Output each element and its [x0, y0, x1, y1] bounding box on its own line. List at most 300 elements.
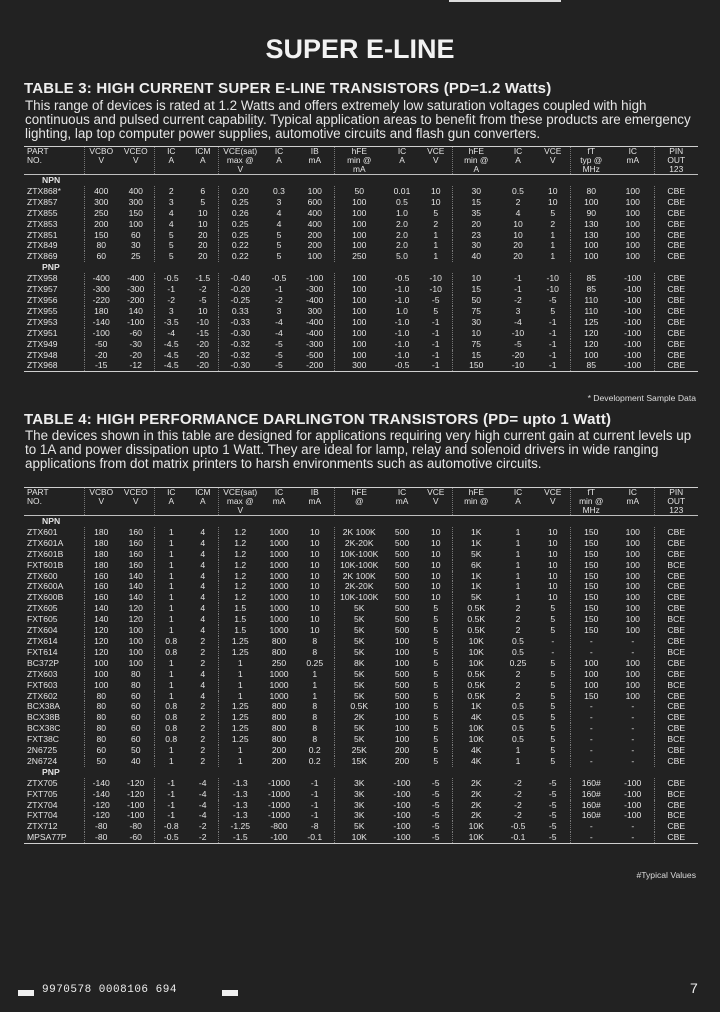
table-cell: CBE	[654, 527, 698, 538]
table-cell: -20	[129, 349, 142, 360]
table-cell: -1	[310, 788, 319, 799]
table-cell: 3	[154, 197, 188, 208]
table-cell: BCE	[654, 734, 698, 745]
table-cell: -20	[196, 349, 209, 360]
table-cell: 4	[200, 679, 206, 690]
table-cell: 4	[200, 526, 206, 537]
table-cell: 150	[570, 603, 612, 614]
table-row	[24, 284, 698, 295]
table-cell: 125	[570, 317, 612, 328]
table-cell: 10	[430, 185, 441, 196]
table-cell: -0.32	[218, 350, 262, 361]
table-cell: 5.0	[396, 251, 408, 262]
table-cell: 4	[200, 570, 206, 581]
table-cell: 1	[218, 756, 262, 767]
table-cell: 4	[200, 625, 206, 636]
table-cell: 5	[550, 207, 556, 218]
table-cell: 5	[433, 723, 439, 734]
table-cell: 1	[218, 658, 262, 669]
table-cell: -5	[431, 832, 440, 843]
table-cell: -120	[84, 810, 118, 821]
table-cell: 5K	[452, 592, 500, 603]
column-header	[84, 147, 118, 175]
table-cell: 5K	[334, 723, 384, 734]
column-header-line: @	[354, 496, 364, 506]
table-cell: 10	[547, 526, 558, 537]
table-row	[24, 339, 698, 350]
column-header	[334, 488, 384, 516]
table-cell: 100	[394, 646, 410, 657]
table-cell: 10	[547, 185, 558, 196]
table-cell: 4K	[452, 745, 500, 756]
table-cell: 1	[550, 229, 556, 240]
table-row	[24, 734, 698, 745]
table-cell: 4	[200, 559, 206, 570]
table-cell: 4	[200, 581, 206, 592]
table-cell: 800	[271, 723, 287, 734]
table-cell: CBE	[654, 549, 698, 560]
table-cell: -	[570, 723, 612, 734]
table-cell: CBE	[654, 295, 698, 306]
table-cell: -100	[127, 316, 145, 327]
column-header-line: mA	[626, 496, 640, 506]
table-cell: 60	[130, 723, 141, 734]
table-cell: 1.25	[218, 636, 262, 647]
table-cell: 120	[570, 328, 612, 339]
table-cell: -5	[431, 294, 440, 305]
column-header	[452, 147, 500, 175]
table-cell: 5	[154, 240, 188, 251]
column-header-line: VCEO	[123, 146, 148, 156]
part-number-cell: ZTX857	[27, 196, 58, 207]
table-cell: 80	[84, 712, 118, 723]
table-cell: 400	[307, 207, 322, 218]
table-cell: 2	[515, 603, 521, 614]
table-cell: -100	[393, 799, 411, 810]
table-cell: -4	[275, 327, 283, 338]
table-cell: 500	[394, 668, 410, 679]
table-cell: 100	[394, 701, 410, 712]
table-cell: CBE	[654, 603, 698, 614]
column-header-line: min @	[579, 496, 604, 506]
table-cell: 1	[154, 592, 188, 603]
column-header-line: IC	[274, 487, 284, 497]
table-cell: -20	[196, 360, 209, 371]
table-cell: -100	[393, 810, 411, 821]
table-cell: 1	[312, 690, 318, 701]
table-cell: -4	[154, 328, 188, 339]
table-cell: 5	[550, 734, 556, 745]
table-cell: 5	[550, 679, 556, 690]
table-cell: -	[631, 755, 635, 766]
table-cell: 10	[430, 592, 441, 603]
table-cell: 60	[130, 690, 141, 701]
table-cell: 10	[309, 581, 320, 592]
part-number-cell: ZTX601B	[27, 548, 64, 559]
table-cell: 160	[128, 537, 143, 548]
table-cell: -	[551, 646, 555, 657]
table-cell: 3	[515, 305, 521, 316]
table-cell: 5	[276, 240, 282, 251]
table-cell: 100	[625, 548, 640, 559]
column-header-line: NO.	[27, 155, 42, 165]
column-header-line: VCE(sat)	[223, 487, 258, 497]
table-cell: -1.5	[195, 273, 211, 284]
table-cell: -300	[306, 284, 324, 295]
table-cell: 100	[625, 603, 640, 614]
column-header-line: IC	[397, 487, 407, 497]
table3-grid	[24, 147, 698, 371]
table-cell: -	[570, 701, 612, 712]
table-cell: 1	[550, 240, 556, 251]
table-cell: -5	[431, 799, 440, 810]
table-cell: 3	[276, 305, 282, 316]
table-cell: 130	[570, 230, 612, 241]
table-cell: 60	[130, 712, 141, 723]
table-cell: 1.0	[396, 305, 408, 316]
column-header	[384, 488, 420, 516]
table-row	[24, 230, 698, 241]
table-cell: 0.5K	[452, 680, 500, 691]
table-cell: -100	[624, 327, 642, 338]
table-cell: 85	[570, 360, 612, 371]
table-cell: 1	[515, 537, 521, 548]
column-header-line: V	[98, 496, 105, 506]
table-cell: 2	[515, 196, 521, 207]
table-cell: -100	[624, 810, 642, 821]
table-cell: 10	[452, 273, 500, 284]
column-header	[188, 488, 218, 516]
table-cell: 100	[334, 339, 384, 350]
table-cell: 500	[394, 526, 410, 537]
column-header	[154, 147, 188, 175]
table-cell: 4	[276, 218, 282, 229]
table-cell: 0.25	[218, 219, 262, 230]
column-header-line: OUT	[667, 155, 686, 165]
table-row	[24, 273, 698, 284]
table-cell: -	[570, 756, 612, 767]
column-header-line: IB	[310, 487, 319, 497]
table-cell: 1	[515, 745, 521, 756]
table-row	[24, 251, 698, 262]
table-cell: -0.30	[218, 328, 262, 339]
table-cell: 1	[154, 658, 188, 669]
table-cell: -4.5	[154, 360, 188, 371]
column-header-line: A	[199, 155, 206, 165]
table-cell: -20	[196, 338, 209, 349]
table3-title: TABLE 3: HIGH CURRENT SUPER E-LINE TRANSISTORS (PD=1.2 Watts)	[24, 80, 552, 97]
table-row	[24, 240, 698, 251]
table-cell: -20	[511, 349, 525, 360]
table-cell: 5	[433, 701, 439, 712]
table-cell: 10	[430, 537, 441, 548]
section-label: PNP	[42, 262, 60, 273]
table-cell: 100	[128, 625, 143, 636]
table-cell: 800	[271, 734, 287, 745]
table-cell: CBE	[654, 832, 698, 843]
table-cell: 800	[271, 712, 287, 723]
table-cell: 5	[433, 207, 439, 218]
table-cell: 3K	[334, 810, 384, 821]
table-cell: 1	[154, 680, 188, 691]
table-cell: -80	[84, 821, 118, 832]
table-cell: 100	[570, 680, 612, 691]
table-cell: BCE	[654, 789, 698, 800]
table-row	[24, 571, 698, 582]
table-cell: -400	[306, 316, 324, 327]
table-cell: 5	[433, 755, 439, 766]
table-row	[24, 723, 698, 734]
table-row	[24, 592, 698, 603]
column-header-line: fT	[587, 146, 595, 156]
table-cell: 20	[197, 229, 208, 240]
table-cell: 2K-20K	[334, 581, 384, 592]
table-cell: -1.0	[394, 327, 410, 338]
table-cell: 10	[309, 570, 320, 581]
table-cell: -	[631, 701, 635, 712]
part-number-cell: BCX38C	[27, 723, 61, 734]
table-cell: 10	[309, 537, 320, 548]
column-header	[452, 488, 500, 516]
table-cell: 10K	[452, 832, 500, 843]
column-header-line: hFE	[468, 146, 484, 156]
table-cell: 2	[515, 679, 521, 690]
table-cell: -1.0	[394, 316, 410, 327]
table-cell: 5K	[452, 549, 500, 560]
table-cell: -100	[127, 799, 145, 810]
part-number-cell: ZTX604	[27, 625, 58, 636]
table-cell: 1	[550, 251, 556, 262]
table-cell: 140	[128, 570, 143, 581]
table-cell: 0.20	[218, 186, 262, 197]
table-cell: 2	[200, 723, 206, 734]
table-cell: 160	[84, 581, 118, 592]
table-cell: CBE	[654, 251, 698, 262]
column-header-line: PIN	[669, 487, 684, 497]
table-cell: 500	[394, 690, 410, 701]
table-cell: 1	[154, 549, 188, 560]
table-cell: -	[570, 821, 612, 832]
table-cell: 150	[570, 592, 612, 603]
table-cell: 110	[570, 295, 612, 306]
table-cell: 4	[200, 690, 206, 701]
table-cell: 2K	[452, 778, 500, 789]
table-cell: 150	[570, 625, 612, 636]
table-cell: 160	[128, 548, 143, 559]
table-cell: 150	[128, 207, 143, 218]
table-cell: 140	[128, 592, 143, 603]
table-cell: 300	[334, 360, 384, 371]
table-cell: 10K	[452, 734, 500, 745]
column-header-line: hFE	[351, 146, 367, 156]
table-cell: 150	[570, 549, 612, 560]
part-number-cell: ZTX956	[27, 294, 58, 305]
table-cell: 140	[84, 603, 118, 614]
table-cell: 1.25	[218, 734, 262, 745]
table-cell: -5	[548, 294, 557, 305]
table-cell: -100	[127, 810, 145, 821]
table-row	[24, 669, 698, 680]
table-cell: CBE	[654, 691, 698, 702]
column-header-line: ICM	[195, 487, 211, 497]
table-cell: 5	[550, 745, 556, 756]
table-cell: -0.30	[218, 360, 262, 371]
table-cell: 8	[312, 646, 318, 657]
part-number-cell: ZTX957	[27, 284, 58, 295]
table-cell: 85	[570, 273, 612, 284]
table-cell: 100	[570, 251, 612, 262]
table-cell: 2	[200, 712, 206, 723]
table-cell: 1	[218, 680, 262, 691]
table-cell: 10K	[452, 658, 500, 669]
table-cell: 140	[84, 614, 118, 625]
table-cell: -1	[154, 810, 188, 821]
table-cell: 160#	[570, 800, 612, 811]
column-header-line: IC	[274, 146, 284, 156]
table-cell: 2	[200, 745, 206, 756]
table-row	[24, 614, 698, 625]
table-row	[24, 800, 698, 811]
table-row	[24, 186, 698, 197]
table-cell: 0.8	[154, 712, 188, 723]
table-cell: 100	[334, 273, 384, 284]
table-row	[24, 789, 698, 800]
table-cell: 5K	[334, 614, 384, 625]
table-cell: 5	[433, 745, 439, 756]
table-cell: 5	[433, 657, 439, 668]
table-row	[24, 821, 698, 832]
part-number-cell: ZTX951	[27, 327, 58, 338]
table-cell: 100	[625, 679, 640, 690]
column-header	[296, 147, 334, 175]
column-header-line: VCE(sat)	[223, 146, 258, 156]
table-cell: 100	[625, 196, 640, 207]
column-header	[118, 488, 154, 516]
column-header-line: fT	[587, 487, 595, 497]
table-cell: 10K	[452, 636, 500, 647]
table-cell: 80	[130, 679, 141, 690]
part-number-cell: MPSA77P	[27, 832, 67, 843]
table-cell: 180	[84, 527, 118, 538]
table-cell: 75	[452, 339, 500, 350]
table-cell: 75	[452, 306, 500, 317]
table-cell: 80	[84, 701, 118, 712]
table-cell: 200	[271, 745, 287, 756]
table-cell: -1	[431, 349, 440, 360]
table-cell: -0.5	[154, 832, 188, 843]
table-cell: 500	[394, 625, 410, 636]
table-cell: 1	[154, 625, 188, 636]
table3-note: * Development Sample Data	[587, 393, 696, 403]
table-cell: 0.5	[512, 185, 524, 196]
table-cell: 120	[84, 636, 118, 647]
column-header-line: IC	[513, 487, 523, 497]
table-cell: -0.33	[218, 317, 262, 328]
table-cell: CBE	[654, 745, 698, 756]
table-cell: 10K-100K	[334, 549, 384, 560]
table-cell: 4	[200, 548, 206, 559]
table-cell: 140	[128, 305, 143, 316]
table-cell: 5K	[334, 625, 384, 636]
table-cell: 160	[84, 571, 118, 582]
table-cell: 100	[625, 559, 640, 570]
table-cell: 1	[154, 538, 188, 549]
table-cell: 180	[84, 306, 118, 317]
column-header-line: IC	[167, 146, 176, 156]
table-cell: 2K	[452, 810, 500, 821]
table-cell: 2	[200, 701, 206, 712]
table-cell: 8	[312, 712, 318, 723]
table-cell: 1.5	[218, 614, 262, 625]
table-cell: 150	[452, 360, 500, 371]
column-header	[570, 147, 612, 175]
column-header-line: min @	[464, 155, 489, 165]
table-cell: CBE	[654, 636, 698, 647]
table-cell: 25K	[334, 745, 384, 756]
table-cell: 4	[200, 614, 206, 625]
table-cell: -0.5	[271, 273, 287, 284]
table-cell: 0.8	[154, 647, 188, 658]
table-cell: -1	[154, 778, 188, 789]
table-cell: BCE	[654, 647, 698, 658]
table-cell: 100	[625, 657, 640, 668]
table-cell: -1	[514, 284, 522, 295]
table-cell: 300	[307, 305, 322, 316]
table-cell: -1.3	[218, 800, 262, 811]
table-cell: 1.2	[218, 527, 262, 538]
table-cell: -1	[548, 316, 557, 327]
table-cell: 1.25	[218, 723, 262, 734]
table-cell: -1	[548, 338, 557, 349]
table-cell: 1	[515, 548, 521, 559]
table-cell: 160#	[570, 778, 612, 789]
table-cell: -500	[306, 349, 324, 360]
table-cell: -4	[198, 788, 207, 799]
table-cell: 100	[394, 635, 410, 646]
table-cell: -120	[84, 800, 118, 811]
table-cell: 10	[547, 581, 558, 592]
table-cell: 130	[570, 219, 612, 230]
table-cell: 0.5K	[452, 603, 500, 614]
table-cell: -5	[548, 777, 557, 788]
section-label: NPN	[42, 175, 61, 185]
table-cell: -10	[429, 273, 442, 284]
table-cell: -100	[624, 316, 642, 327]
column-header-line: PIN	[669, 146, 684, 156]
header-row	[24, 488, 698, 516]
table-cell: 10	[309, 603, 320, 614]
table-cell: -4	[198, 777, 207, 788]
barcode-mark-left	[18, 990, 34, 996]
part-number-cell: ZTX851	[27, 229, 58, 240]
table-cell: 1.2	[218, 571, 262, 582]
column-header	[218, 488, 262, 516]
table-cell: 200	[307, 240, 322, 251]
column-header	[500, 147, 536, 175]
table-cell: -15	[196, 327, 209, 338]
table-cell: 15	[452, 284, 500, 295]
table-cell: 2	[550, 218, 556, 229]
table-cell: -400	[127, 273, 145, 284]
table-cell: 100	[334, 240, 384, 251]
table-cell: 4	[200, 668, 206, 679]
part-number-cell: ZTX955	[27, 305, 58, 316]
table-cell: -1.3	[218, 810, 262, 821]
table-cell: 100	[625, 668, 640, 679]
table-cell: 180	[84, 538, 118, 549]
table-cell: 100	[394, 723, 410, 734]
table-cell: 80	[84, 240, 118, 251]
